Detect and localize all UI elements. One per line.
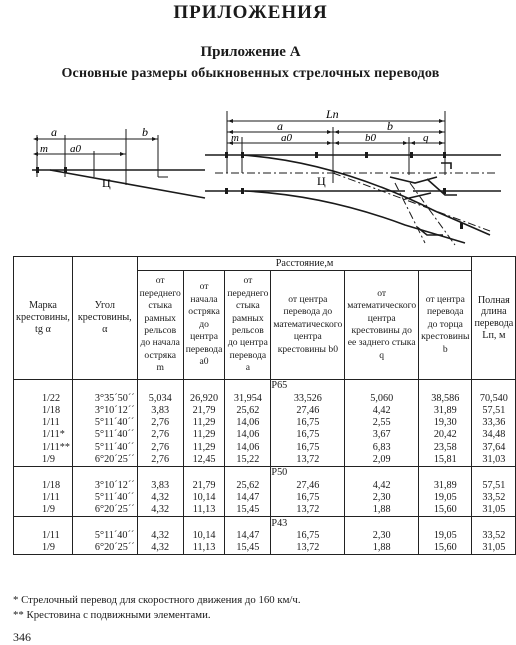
table-cell: 4,32 <box>137 530 183 542</box>
table-cell: 21,79 <box>183 479 225 491</box>
footnote-movable-frog: ** Крестовина с подвижными элементами. <box>13 609 211 621</box>
section-cell <box>472 467 516 480</box>
cell-mark: 1/18 <box>14 479 73 491</box>
label-center: Ц <box>317 174 326 188</box>
table-cell: 15,45 <box>225 542 271 555</box>
section-cell <box>225 380 271 393</box>
section-row <box>14 380 516 393</box>
section-cell <box>137 517 183 530</box>
section-cell <box>72 467 137 480</box>
header-full-length: Полная длина перевода Lп, м <box>472 257 516 380</box>
table-body <box>14 380 516 555</box>
table-cell: 15,60 <box>419 504 472 517</box>
table-cell: 33,526 <box>271 392 345 404</box>
table-row <box>14 479 516 491</box>
section-cell <box>225 517 271 530</box>
table-cell: 19,05 <box>419 530 472 542</box>
table-cell: 16,75 <box>271 492 345 504</box>
cell-mark: 1/9 <box>14 454 73 467</box>
section-cell <box>345 380 419 393</box>
table-cell: 6,83 <box>345 441 419 453</box>
table-cell: 27,46 <box>271 479 345 491</box>
cell-mark: 1/9 <box>14 542 73 555</box>
table-cell: 4,42 <box>345 405 419 417</box>
table-row <box>14 504 516 517</box>
table-cell: 1,88 <box>345 542 419 555</box>
header-angle: Угол крестовины, α <box>72 257 137 380</box>
label-m: m <box>231 132 239 144</box>
table-row <box>14 441 516 453</box>
table-cell: 15,60 <box>419 542 472 555</box>
table-cell: 12,45 <box>183 454 225 467</box>
section-label: Р50 <box>271 467 345 480</box>
cell-angle: 6°20´25´´ <box>72 454 137 467</box>
table-cell: 16,75 <box>271 441 345 453</box>
table-cell: 57,51 <box>472 479 516 491</box>
table-cell: 14,47 <box>225 530 271 542</box>
table-cell: 14,06 <box>225 429 271 441</box>
table-cell: 31,89 <box>419 479 472 491</box>
section-cell <box>183 467 225 480</box>
header-title: ПРИЛОЖЕНИЯ <box>173 2 328 23</box>
table-cell: 11,13 <box>183 542 225 555</box>
table-cell: 11,13 <box>183 504 225 517</box>
table-cell: 11,29 <box>183 441 225 453</box>
table-cell: 2,30 <box>345 530 419 542</box>
section-label: Р65 <box>271 380 345 393</box>
table-cell: 2,76 <box>137 454 183 467</box>
header-mark: Марка крестовины, tg α <box>14 257 73 380</box>
cell-angle: 3°10´12´´ <box>72 405 137 417</box>
table-cell: 26,920 <box>183 392 225 404</box>
table-cell: 13,72 <box>271 454 345 467</box>
section-cell <box>472 517 516 530</box>
label-b: b <box>387 119 393 133</box>
table-cell: 4,32 <box>137 492 183 504</box>
table-cell: 3,83 <box>137 405 183 417</box>
table-cell: 2,76 <box>137 429 183 441</box>
footnote-high-speed: * Стрелочный перевод для скоростного движения до 160 км/ч. <box>13 594 301 606</box>
section-cell <box>419 380 472 393</box>
section-cell <box>137 467 183 480</box>
cell-angle: 3°10´12´´ <box>72 479 137 491</box>
section-cell <box>345 517 419 530</box>
table-row <box>14 454 516 467</box>
cell-angle: 5°11´40´´ <box>72 429 137 441</box>
table-cell: 34,48 <box>472 429 516 441</box>
cell-angle: 5°11´40´´ <box>72 417 137 429</box>
header-distance-group: Расстояние,м <box>137 257 472 271</box>
section-cell <box>225 467 271 480</box>
cell-angle: 3°35´50´´ <box>72 392 137 404</box>
header-a0: от начала остряка до центра перевода a0 <box>183 271 225 380</box>
section-cell <box>72 380 137 393</box>
table-cell: 13,72 <box>271 542 345 555</box>
table-cell: 19,05 <box>419 492 472 504</box>
table-cell: 16,75 <box>271 530 345 542</box>
label-a0: a0 <box>70 143 81 155</box>
label-b: b <box>142 125 148 139</box>
table-cell: 57,51 <box>472 405 516 417</box>
cell-angle: 5°11´40´´ <box>72 530 137 542</box>
section-cell <box>183 380 225 393</box>
label-a0: a0 <box>281 132 292 144</box>
table-cell: 33,52 <box>472 530 516 542</box>
table-cell: 25,62 <box>225 479 271 491</box>
section-cell <box>14 380 73 393</box>
cell-mark: 1/11 <box>14 492 73 504</box>
table-cell: 11,29 <box>183 417 225 429</box>
cell-angle: 5°11´40´´ <box>72 492 137 504</box>
table-row <box>14 392 516 404</box>
table-cell: 25,62 <box>225 405 271 417</box>
table-cell: 2,55 <box>345 417 419 429</box>
section-row <box>14 517 516 530</box>
section-cell <box>137 380 183 393</box>
table-cell: 11,29 <box>183 429 225 441</box>
table-cell: 31,89 <box>419 405 472 417</box>
table-cell: 4,42 <box>345 479 419 491</box>
table-cell: 14,06 <box>225 417 271 429</box>
label-b0: b0 <box>365 132 376 144</box>
table-cell: 2,30 <box>345 492 419 504</box>
cell-mark: 1/22 <box>14 392 73 404</box>
section-cell <box>419 517 472 530</box>
header-a: от переднего стыка рамных рельсов до центра перевода a <box>225 271 271 380</box>
appendix-title: Приложение А <box>200 44 301 60</box>
page-number: 346 <box>13 630 31 644</box>
table-cell: 33,36 <box>472 417 516 429</box>
section-row <box>14 467 516 480</box>
table-cell: 14,06 <box>225 441 271 453</box>
table-cell: 38,586 <box>419 392 472 404</box>
label-q: q <box>423 132 429 144</box>
table-cell: 33,52 <box>472 492 516 504</box>
table-cell: 27,46 <box>271 405 345 417</box>
header-b: от центра перевода до торца крестовины b <box>419 271 472 380</box>
cell-angle: 6°20´25´´ <box>72 542 137 555</box>
cell-angle: 5°11´40´´ <box>72 441 137 453</box>
section-cell <box>72 517 137 530</box>
table-cell: 4,32 <box>137 542 183 555</box>
turnout-dimensions-table <box>13 256 516 555</box>
section-cell <box>14 467 73 480</box>
table-row <box>14 417 516 429</box>
table-cell: 16,75 <box>271 417 345 429</box>
turnout-schematic-left <box>30 125 205 200</box>
cell-mark: 1/9 <box>14 504 73 517</box>
table-row <box>14 429 516 441</box>
table-cell: 21,79 <box>183 405 225 417</box>
table-cell: 1,88 <box>345 504 419 517</box>
label-a: a <box>51 125 57 139</box>
table-cell: 20,42 <box>419 429 472 441</box>
table-cell: 14,47 <box>225 492 271 504</box>
table-cell: 13,72 <box>271 504 345 517</box>
table-cell: 19,30 <box>419 417 472 429</box>
table-cell: 70,540 <box>472 392 516 404</box>
table-cell: 10,14 <box>183 530 225 542</box>
turnout-schematic-right <box>205 103 501 248</box>
label-a: a <box>277 119 283 133</box>
table-cell: 2,76 <box>137 441 183 453</box>
table-cell: 2,76 <box>137 417 183 429</box>
section-cell <box>419 467 472 480</box>
table-cell: 31,05 <box>472 542 516 555</box>
label-m: m <box>40 143 48 155</box>
table-cell: 16,75 <box>271 429 345 441</box>
label-ln: Lп <box>326 107 339 121</box>
header-b0: от центра перевода до математического центра крестовины b0 <box>271 271 345 380</box>
table-row <box>14 542 516 555</box>
table-cell: 5,060 <box>345 392 419 404</box>
section-label: Р43 <box>271 517 345 530</box>
header-q: от математического центра крестовины до ее заднего стыка q <box>345 271 419 380</box>
cell-mark: 1/11 <box>14 530 73 542</box>
table-cell: 37,64 <box>472 441 516 453</box>
section-cell <box>183 517 225 530</box>
cell-mark: 1/11** <box>14 441 73 453</box>
table-cell: 15,81 <box>419 454 472 467</box>
table-cell: 3,67 <box>345 429 419 441</box>
table-row <box>14 492 516 504</box>
section-cell <box>345 467 419 480</box>
table-cell: 10,14 <box>183 492 225 504</box>
cell-mark: 1/18 <box>14 405 73 417</box>
table-cell: 31,954 <box>225 392 271 404</box>
section-cell <box>14 517 73 530</box>
table-cell: 4,32 <box>137 504 183 517</box>
table-cell: 31,03 <box>472 454 516 467</box>
cell-mark: 1/11* <box>14 429 73 441</box>
header-m: от переднего стыка рамных рельсов до начала остряка m <box>137 271 183 380</box>
table-cell: 31,05 <box>472 504 516 517</box>
table-cell: 23,58 <box>419 441 472 453</box>
table-row <box>14 405 516 417</box>
table-cell: 5,034 <box>137 392 183 404</box>
section-cell <box>472 380 516 393</box>
table-cell: 3,83 <box>137 479 183 491</box>
table-cell: 15,45 <box>225 504 271 517</box>
table-cell: 15,22 <box>225 454 271 467</box>
table-row <box>14 530 516 542</box>
cell-mark: 1/11 <box>14 417 73 429</box>
cell-angle: 6°20´25´´ <box>72 504 137 517</box>
label-center: Ц <box>102 176 111 190</box>
table-cell: 2,09 <box>345 454 419 467</box>
appendix-subtitle: Основные размеры обыкновенных стрелочных переводов <box>61 66 440 81</box>
